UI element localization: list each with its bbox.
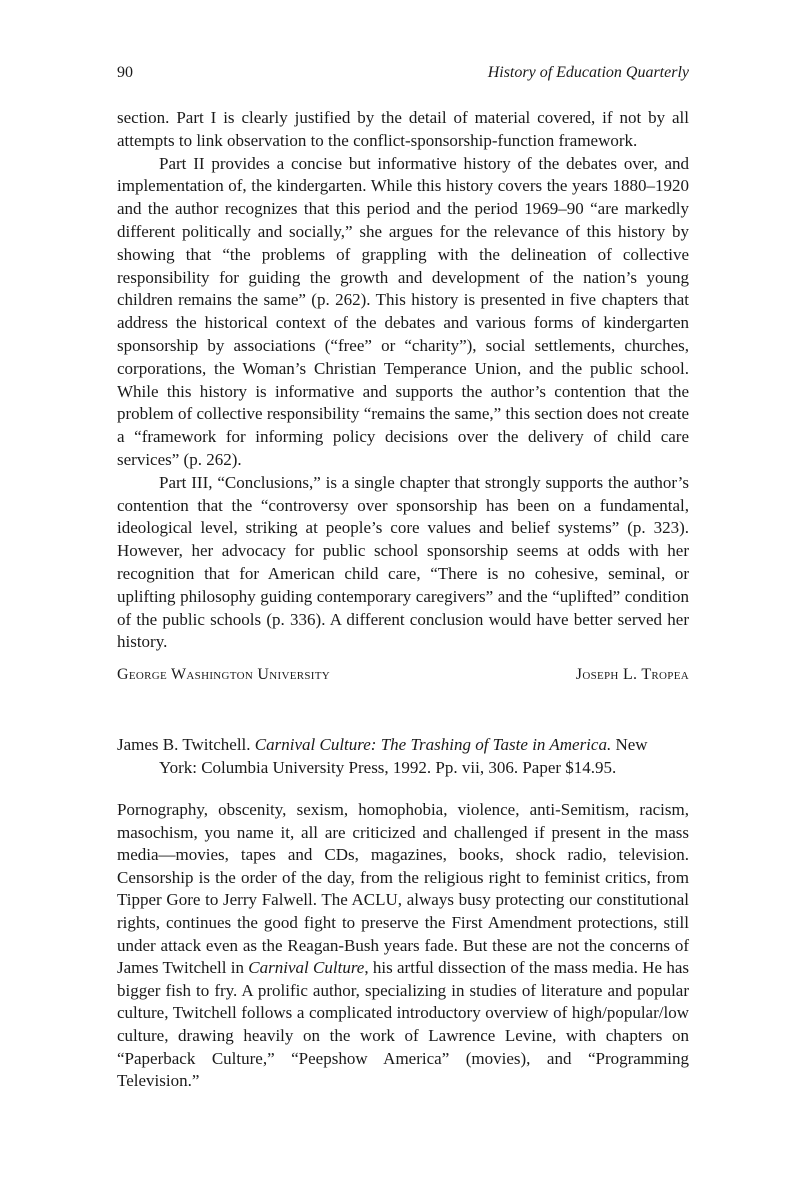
text-run: Pornography, obscenity, sexism, homophobia, violence, anti-Semitism, racism, masochism, you name it, all are criticized and challenged if present in the mass media—movies, tapes and CDs, magazines, books, shock radio, television. Censorship is the order of the day, from the religious right to feminist critics, from Tipper Gore to Jerry Falwell. The ACLU, always busy protecting our constitutional rights, continues the good fight to preserve the First Amendment protections, still under attack even as the Reagan-Bush years fade. But these are not the concerns of James Twitchell in	[117, 800, 689, 978]
page-number: 90	[117, 64, 133, 81]
text-run: , his artful dissection of the mass media. He has bigger fish to fry. A prolific author, specializing in studies of literature and popular culture, Twitchell follows a complicated introductory overview of high/popular/low culture, drawing heavily on the work of Lawrence Levine, with chapters on “Paperback Culture,” “Peepshow America” (movies), and “Programming Television.”	[117, 958, 690, 1091]
citation-author: James B. Twitchell.	[117, 735, 251, 754]
paragraph: Part II provides a concise but informative history of the debates over, and implementation of, the kindergarten. While this history covers the years 1880–1920 and the author recognizes that this period and the period 1969–90 “are markedly different politically and socially,” she argues for the relevance of this history by showing that “the problems of grappling with the delineation of collective responsibility for guiding the growth and development of the nation’s young children remains the same” (p. 262). This history is presented in five chapters that address the historical context of the debates and various forms of kindergarten sponsorship by associations (“free” or “charity”), social settlements, churches, corporations, the Woman’s Christian Temperance Union, and the public school. While this history is informative and supports the author’s contention that the problem of collective responsibility “remains the same,” this section does not create a “framework for informing policy decisions over the delivery of child care services” (p. 262).	[117, 153, 689, 469]
review-body	[117, 107, 689, 654]
reviewer-name: Joseph L. Tropea	[575, 666, 689, 683]
reviewer-affiliation: George Washington University	[117, 666, 330, 683]
book-title-inline: Carnival Culture	[248, 958, 365, 978]
paragraph	[117, 799, 689, 1093]
journal-title: History of Education Quarterly	[487, 64, 689, 81]
running-header	[117, 64, 689, 88]
citation-title: Carnival Culture: The Trashing of Taste in America.	[254, 735, 612, 754]
paragraph: Part III, “Conclusions,” is a single chapter that strongly supports the author’s contention that the “controversy over sponsorship has been on a fundamental, ideological level, striking at people’s core values and belief systems” (p. 323). However, her advocacy for public school sponsorship seems at odds with her recognition that for American child care, “There is no cohesive, seminal, or uplifting philosophy guiding contemporary caregivers” and the “uplifted” condition of the public schools (p. 336). A different conclusion would have better served her history.	[117, 472, 689, 652]
book-citation	[117, 733, 689, 779]
citation-publisher: York: Columbia University Press, 1992. Pp. vii, 306. Paper $14.95.	[159, 758, 617, 777]
citation-publisher-start: New	[615, 735, 648, 754]
paragraph: section. Part I is clearly justified by the detail of material covered, if not by all attempts to link observation to the conflict-sponsorship-function framework.	[117, 108, 689, 150]
second-review-body	[117, 799, 689, 1093]
